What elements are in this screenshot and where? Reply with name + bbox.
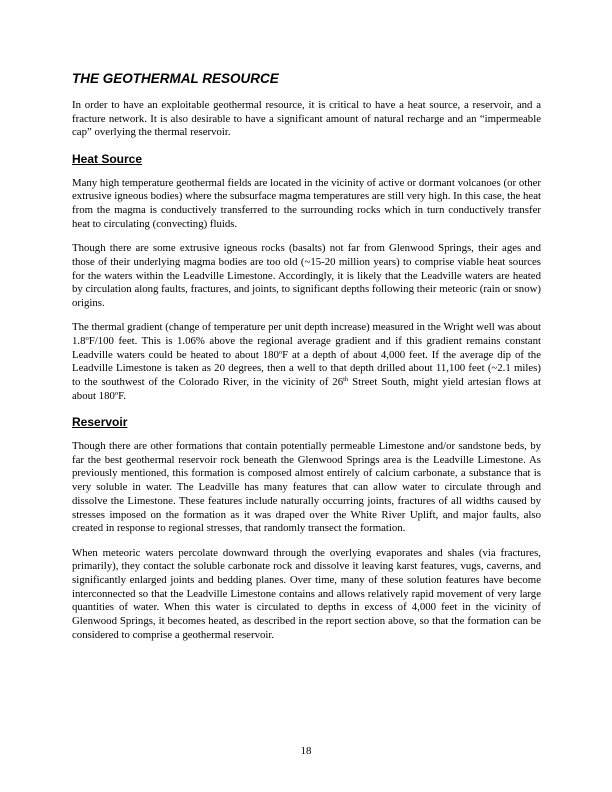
page-number: 18 (300, 745, 312, 757)
text-run: F/100 feet. This is 1.06% above the regional average gradient and if this gradient remains constant Leadville waters could be heated to about 180 (72, 334, 541, 361)
heat-source-heading: Heat Source (72, 151, 143, 166)
heat-source-paragraph-3 (72, 321, 541, 403)
ordinal-superscript: th (343, 376, 349, 384)
text-run: F. (118, 389, 126, 402)
intro-paragraph: In order to have an exploitable geothermal resource, it is critical to have a heat source, a reservoir, and a fracture network. It is also desirable to have a significant amount of natural recharge and an “impermeable cap” overlying the thermal reservoir. (72, 99, 541, 139)
reservoir-paragraph-1: Though there are other formations that contain potentially permeable Limestone and/or sandstone beds, by far the best geothermal reservoir rock beneath the Glenwood Springs area is the Leadville Limestone. As previously mentioned, this formation is composed almost entirely of calcium carbonate, a substance that is very soluble in water. The Leadville has many features that can allow water to circulate through and dissolve the Limestone. These features include naturally occurring joints, fractures of all widths caused by stresses imposed on the formation as it was draped over the White River Uplift, and major faults, also created in response to regional stresses, that randomly transect the formation. (72, 440, 541, 535)
text-run: F at a depth of about 4,000 feet. If the average dip of the Leadville Limestone is taken as 20 degrees, then a well to that depth drilled about 11,100 feet (~2.1 miles) to the southwest of the Colorado River, in the vicinity of 26 (72, 348, 541, 389)
degree-superscript: o (85, 334, 89, 342)
heat-source-paragraph-2: Though there are some extrusive igneous rocks (basalts) not far from Glenwood Springs, their ages and those of their underlying magma bodies are too old (~15-20 million years) to comprise viable heat sources for the waters within the Leadville Limestone. Accordingly, it is likely that the Leadville waters are heated by circulation along faults, fractures, and joints, to significant depths following their meteoric (rain or snow) origins. (72, 242, 541, 309)
section-title: THE GEOTHERMAL RESOURCE (72, 71, 279, 86)
page-content (72, 70, 541, 653)
degree-superscript: o (114, 389, 119, 397)
reservoir-heading: Reservoir (72, 415, 128, 430)
degree-superscript: o (278, 348, 283, 356)
reservoir-paragraph-2: When meteoric waters percolate downward through the overlying evaporates and shales (via fractures, primarily), they contact the soluble carbonate rock and dissolve it leaving karst features, vugs, caverns, and significantly enlarged joints and bedding planes. Over time, many of these solution features have become interconnected so that the Leadville Limestone contains and allows relatively rapid movement of very large quantities of water. When this water is circulated to depths in excess of 4,000 feet in the vicinity of Glenwood Springs, it becomes heated, as described in the report section above, so that the formation can be considered to comprise a geothermal reservoir. (72, 546, 541, 641)
text-run: The thermal gradient (change of temperature per unit depth increase) measured in the Wright well was about 1.8 (72, 321, 541, 347)
heat-source-paragraph-1: Many high temperature geothermal fields are located in the vicinity of active or dormant volcanoes (or other extrusive igneous bodies) where the subsurface magma temperatures are still very high. In this case, the heat from the magma is conductively transferred to the surrounding rocks which in turn conductively transfer heat to circulating (convecting) fluids. (72, 176, 541, 230)
text-run: Street South, might yield artesian flows at about 180 (72, 376, 541, 402)
